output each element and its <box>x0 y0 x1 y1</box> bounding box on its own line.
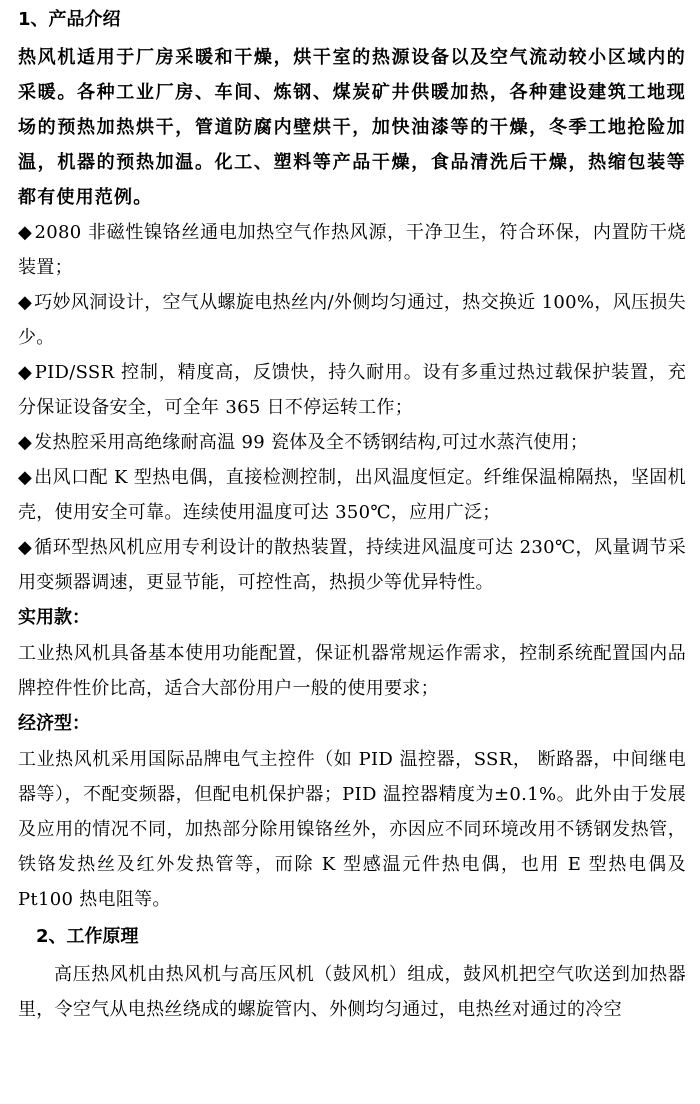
feature-item <box>18 285 686 355</box>
feature-text: 巧妙风洞设计，空气从螺旋电热丝内/外侧均匀通过，热交换近 100%，风压损失少。 <box>18 292 686 348</box>
feature-text: 出风口配 K 型热电偶，直接检测控制，出风温度恒定。纤维保温棉隔热，坚固机壳，使用安全可靠。连续使用温度可达 350℃，应用广泛； <box>18 467 686 523</box>
intro-paragraph: 热风机适用于厂房采暖和干燥，烘干室的热源设备以及空气流动较小区域内的采暖。各种工业厂房、车间、炼钢、煤炭矿井供暖加热，各种建设建筑工地现场的预热加热烘干，管道防腐内壁烘干，加快油漆等的干燥，冬季工地抢险加温，机器的预热加温。化工、塑料等产品干燥，食品清洗后干燥，热缩包装等 都有使用范例。 <box>18 47 686 208</box>
feature-text: 循环型热风机应用专利设计的散热装置，持续进风温度可达 230℃，风量调节采用变频器调速，更显节能，可控性高，热损少等优异特性。 <box>18 537 686 593</box>
diamond-bullet-icon: ◆ <box>18 292 33 313</box>
feature-item <box>18 425 686 460</box>
feature-item <box>18 355 686 425</box>
diamond-bullet-icon: ◆ <box>18 362 33 383</box>
diamond-bullet-icon: ◆ <box>18 222 33 243</box>
diamond-bullet-icon: ◆ <box>18 467 33 488</box>
diamond-bullet-icon: ◆ <box>18 432 33 453</box>
economic-model-heading: 经济型： <box>18 713 90 734</box>
practical-model-heading: 实用款： <box>18 607 90 628</box>
working-principle-paragraph: 高压热风机由热风机与高压风机（鼓风机）组成，鼓风机把空气吹送到加热器里，令空气从电热丝绕成的螺旋管内、外侧均匀通过，电热丝对通过的冷空 <box>18 964 686 1020</box>
feature-text: PID/SSR 控制，精度高，反馈快，持久耐用。设有多重过热过载保护装置，充分保证设备安全，可全年 365 日不停运转工作； <box>18 362 686 418</box>
economic-model-text: 工业热风机采用国际品牌电气主控件（如 PID 温控器，SSR， 断路器，中间继电器等），不配变频器，但配电机保护器；PID 温控器精度为±0.1%。此外由于发展及应用的情况不同，加热部分除用镍铬丝外，亦因应不同环境改用不锈钢发热管，铁铬发热丝及红外发热管等，而除 K 型感温元件热电偶，也用 E 型热电偶及 Pt100 热电阻等。 <box>18 749 686 910</box>
section-title-working-principle: 2、工作原理 <box>36 926 139 947</box>
feature-text: 发热腔采用高绝缘耐高温 99 瓷体及全不锈钢结构,可过水蒸汽使用； <box>34 432 589 453</box>
section-title-product-intro: 1、产品介绍 <box>18 9 121 30</box>
feature-text: 2080 非磁性镍铬丝通电加热空气作热风源，干净卫生，符合环保，内置防干烧装置； <box>18 222 686 278</box>
practical-model-text: 工业热风机具备基本使用功能配置，保证机器常规运作需求，控制系统配置国内品牌控件性价比高，适合大部份用户一般的使用要求； <box>18 643 686 699</box>
feature-item <box>18 460 686 530</box>
document-page <box>18 0 686 1027</box>
feature-item <box>18 530 686 600</box>
feature-list <box>18 215 686 600</box>
feature-item <box>18 215 686 285</box>
diamond-bullet-icon: ◆ <box>18 537 33 558</box>
